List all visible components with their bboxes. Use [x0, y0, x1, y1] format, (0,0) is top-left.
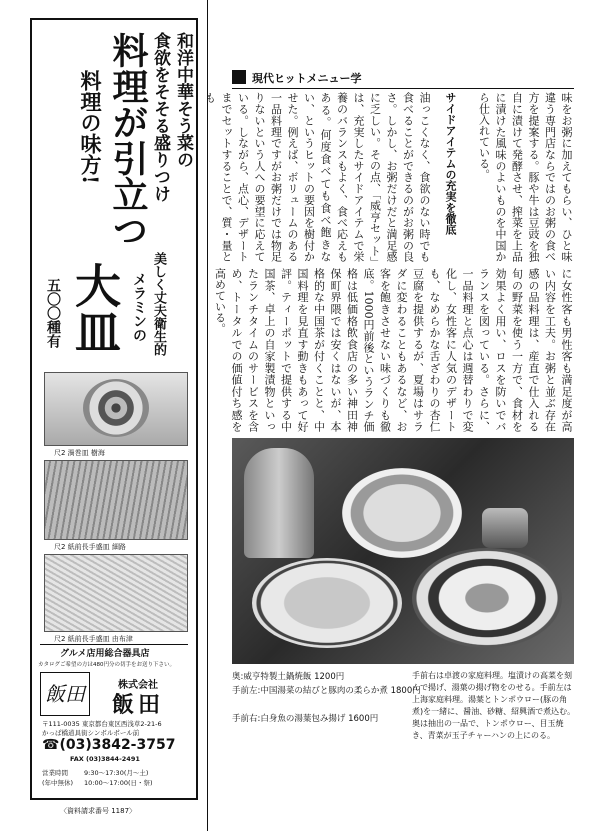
section-title: 現代ヒットメニュー学 — [252, 72, 362, 85]
food-photo — [232, 438, 574, 664]
clay-pot-dish — [342, 468, 462, 558]
ad-count: 五〇〇種有 — [45, 278, 61, 348]
hours-2: 10:00〜17:00(日・祭) — [84, 779, 153, 787]
small-bowl — [482, 508, 528, 548]
phone-number: ☎(03)3842-3757 — [42, 737, 176, 753]
plate-photo-3 — [44, 554, 188, 632]
spiral-plate-image — [83, 379, 149, 437]
caption-back: 奥:威亨特製土鍋焼飯 1200円 — [232, 672, 345, 682]
article-paragraph-3: に女性客も男性客も満足度が高い内容を工夫。お粥と並ぶ存在感の品料理は、産直で仕入れる旬の野菜を使う一方で、食材を効果よく用い、ロスを防いでバランスを図っている。さらに、一品料理と点心は週替わりで変化し、女性客に人気のデザートも、なめらかな舌ざわりの杏仁豆腐を提供するが、夏場はサラダに変わることもあるなど、お客を飽きさせない味づくりも徹底。1000円前後というランチ価格は低価格飲食店の多い神田神保町界隈では安くはないが、本格的な中国茶が付くことと、中国料理を見直す動きもあって好評。ティーポットで提供する中国茶、卓上の自家製漬物といったランチタイムのサービスを含め、トータルでの価値付ち感を高めている。 — [213, 268, 573, 432]
page-divider — [207, 0, 208, 831]
ad-headline-2: 食欲をそそる盛りつけ — [150, 32, 170, 202]
plate-caption-2: 尺2 紙前長手盛皿 細路 — [54, 543, 126, 551]
plate-caption-3: 尺2 紙前長手盛皿 由布津 — [54, 635, 133, 643]
ad-sub-1: 美しく丈夫衛生的 — [151, 252, 166, 356]
article-heading: サイドアイテムの充実を徹底 — [444, 92, 457, 235]
shop-name: グルメ店用総合器具店 — [60, 649, 150, 659]
ad-big-plate: 大皿 — [68, 262, 122, 354]
plate-photo-2 — [44, 460, 188, 540]
ad-headline-main: 料理が引立つ — [107, 32, 149, 248]
reference-number: 〈資料請求番号 1187〉 — [60, 807, 137, 815]
hours-label-2: (年中無休) — [42, 779, 74, 787]
company-logo: 飯田 — [40, 672, 90, 716]
plate-caption-1: 尺2 渦巻皿 樹海 — [54, 449, 105, 457]
hours-1: 9:30〜17:30(月〜土) — [84, 769, 149, 777]
fax-number: FAX (03)3844-2491 — [70, 755, 140, 763]
plate-photo-1 — [44, 372, 188, 446]
section-marker — [232, 70, 246, 84]
advertisement-box — [30, 18, 198, 800]
article-paragraph-1: 味をお粥に加えてもらい、ひと味違う専門店ならではのお粥の食べ方を提案する。豚や牛は豆豉を独自に漬けて発酵させ、搾菜を上品に漬けた風味のよいものを中国から仕入れている。 — [477, 92, 573, 262]
ad-headline-4: 料理の味方! — [78, 70, 103, 185]
plate-left — [252, 558, 402, 648]
ad-sub-2: メラミンの — [131, 272, 147, 342]
hours-label-1: 営業時間 — [42, 769, 68, 777]
photo-description: 手前右は卓渡の家庭料理。塩漬けの高菜を刻んで揚げ、湯葉の揚げ物をのせる。手前左は上海家庭料理。湯葉とトンポウロー(豚の角煮)を一緒に、醤油、砂糖、紹興酒で煮込む。奥は抽出の一品で、トンポウロー、目玉焼き、青菜が玉子チャーハンの上にのる。 — [412, 671, 576, 740]
plate-right — [412, 548, 562, 648]
article-paragraph-2: 油っこくなく、食欲のない時でも食べることができるのがお粥の良さ。しかし、お粥だけだと満足感に乏しい。その点、「威亨セット」は、充実したサイドアイテムで栄養のバランスもよく、食べ応えもある。何度食べても食べ飽きない、というヒットの要因を樹付かせた。例えば、ボリュームのある一品料理ですがお粥だけでは物足りないという人への要望に応えている。しながら、点心、デザートまでセットすることで、質・量とも — [203, 92, 431, 262]
caption-front-right: 手前右:白身魚の湯葉包み揚げ 1600円 — [232, 714, 379, 724]
company-type: 株式会社 — [118, 680, 158, 691]
title-rule — [232, 88, 574, 89]
company-name: 飯田 — [112, 692, 165, 718]
ad-headline-1: 和洋中華そう菜の — [173, 32, 193, 168]
address-2: かっぱ橋道具街シンボルポール前 — [42, 729, 140, 737]
caption-front-left: 手前左:中国湯菜の結びと豚肉の柔らか煮 1800円 — [232, 686, 421, 696]
teapot-image — [244, 448, 314, 558]
address-1: 〒111-0035 東京都台東区西浅草2-21-6 — [42, 720, 162, 728]
catalog-note: カタログご希望の方は480円分の切手をお送り下さい。 — [38, 662, 175, 668]
